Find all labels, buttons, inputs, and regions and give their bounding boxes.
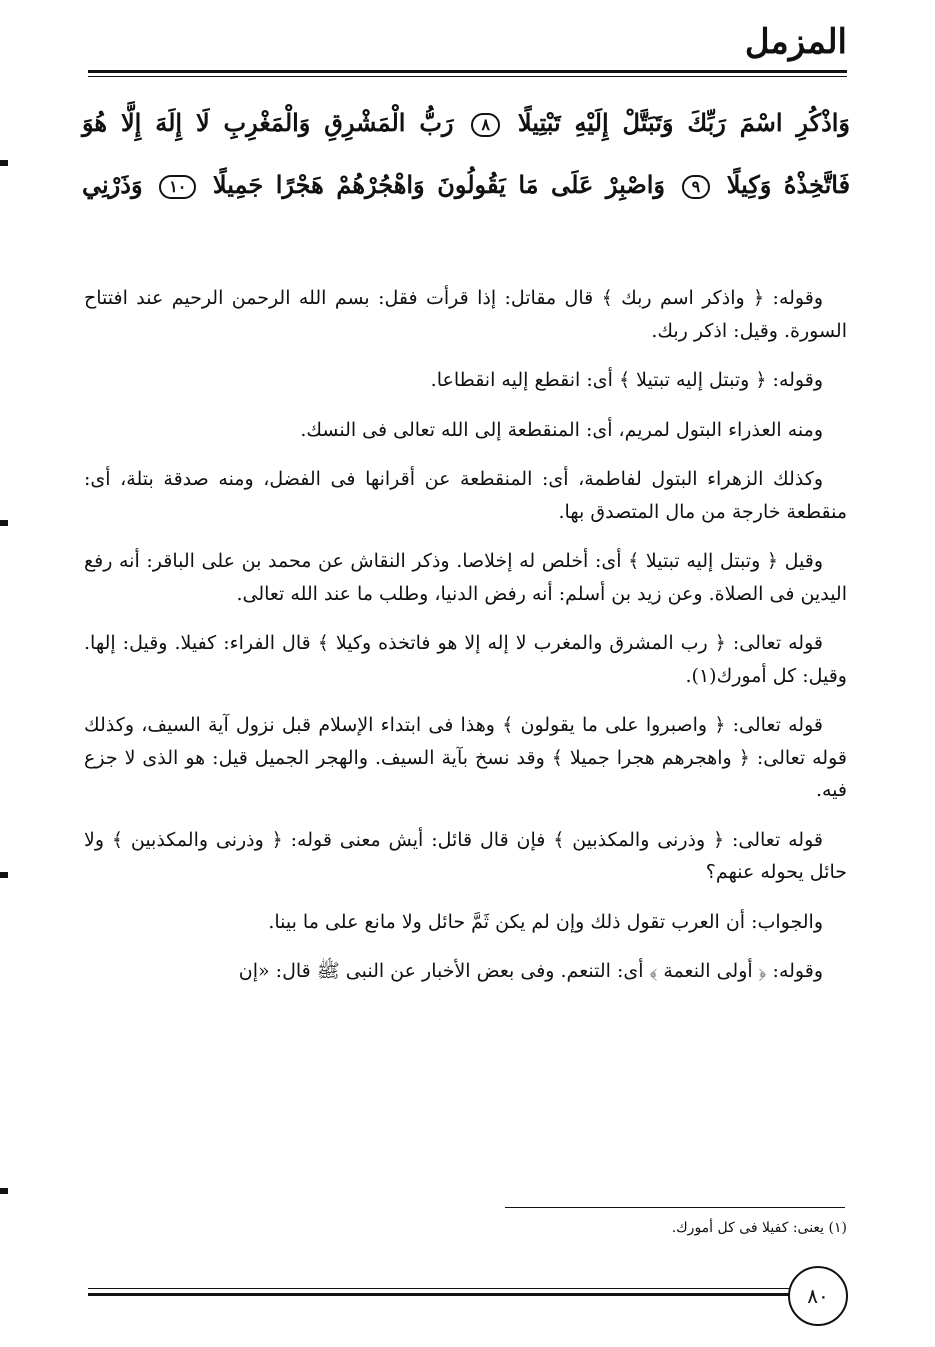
footnote: (١) يعنى: كفيلا فى كل أمورك.: [671, 1220, 847, 1236]
commentary-paragraph: وقوله: ﴿ وتبتل إليه تبتيلا ﴾ أى: انقطع إليه انقطاعا.: [430, 369, 823, 391]
commentary-paragraph: وقوله: ﴿ واذكر اسم ربك ﴾ قال مقاتل: إذا قرأت فقل: بسم الله الرحمن الرحيم عند افتتاح السورة. وقيل: اذكر ربك.: [84, 287, 847, 342]
header-rule-thin: [88, 76, 847, 77]
margin-mark: [0, 1188, 8, 1194]
margin-mark: [0, 160, 8, 166]
commentary-paragraph: ومنه العذراء البتول لمريم، أى: المنقطعة إلى الله تعالى فى النسك.: [300, 418, 823, 441]
commentary-paragraph: وقيل ﴿ وتبتل إليه تبتيلا ﴾ أى: أخلص له إخلاصا. وذكر النقاش عن محمد بن على الباقر: أنه رفع اليدين فى الصلاة. وعن زيد بن أسلم: أنه رفض الدنيا، وطلب ما عند الله تعالى.: [84, 550, 847, 605]
quran-verses: [82, 92, 850, 216]
margin-mark: [0, 872, 8, 878]
verse-text: وَذَرْنِي: [82, 170, 143, 199]
verse-text: وَاذْكُرِ اسْمَ رَبِّكَ وَتَبَتَّلْ إِلَيْهِ تَبْتِيلًا: [517, 108, 851, 137]
verse-text: فَاتَّخِذْهُ وَكِيلًا: [726, 170, 851, 199]
commentary-body: [84, 282, 847, 1005]
commentary-paragraph: قوله تعالى: ﴿ وذرنى والمكذبين ﴾ فإن قال قائل: أيش معنى قوله: ﴿ وذرنى والمكذبين ﴾ ولا حائل يحوله عنهم؟: [84, 828, 847, 883]
verse-text: وَاصْبِرْ عَلَى مَا يَقُولُونَ وَاهْجُرْهُمْ هَجْرًا جَمِيلًا: [212, 170, 666, 199]
page-header-title: المزمل: [744, 22, 847, 62]
commentary-paragraph: وكذلك الزهراء البتول لفاطمة، أى: المنقطعة عن أقرانها فى الفضل، ومنه صدقة بتلة، أى: منقطعة خارجة من مال المتصدق بها.: [84, 468, 847, 523]
footnote-rule: [505, 1207, 845, 1208]
footer-rule-thick: [88, 1293, 847, 1296]
commentary-paragraph: قوله تعالى: ﴿ رب المشرق والمغرب لا إله إلا هو فاتخذه وكيلا ﴾ قال الفراء: كفيلا. وقيل: إلها. وقيل: كل أمورك(١).: [84, 632, 847, 687]
commentary-paragraph: قوله تعالى: ﴿ واصبروا على ما يقولون ﴾ وهذا فى ابتداء الإسلام قبل نزول آية السيف، وكذلك قوله تعالى: ﴿ واهجرهم هجرا جميلا ﴾ وقد نسخ بآية السيف. والهجر الجميل قيل: هو الذى لا جزع فيه.: [84, 714, 847, 801]
commentary-paragraph: وقوله: ﴿ أولى النعمة ﴾ أى: التنعم. وفى بعض الأخبار عن النبى ﷺ قال: «إن: [238, 960, 823, 982]
ayah-marker: ٩: [682, 175, 711, 199]
verse-line-1: [82, 92, 850, 154]
header-rule-thick: [88, 70, 847, 73]
verse-text: رَبُّ الْمَشْرِقِ وَالْمَغْرِبِ لَا إِلَهَ إِلَّا هُوَ: [82, 108, 454, 137]
commentary-paragraph: والجواب: أن العرب تقول ذلك وإن لم يكن ثَمَّ حائل ولا مانع على ما بينا.: [268, 910, 823, 933]
page-number: ٨٠: [788, 1266, 848, 1326]
footer-rule-thin: [88, 1288, 847, 1289]
margin-mark: [0, 520, 8, 526]
ayah-marker: ١٠: [159, 175, 196, 199]
verse-line-2: [82, 154, 850, 216]
ayah-marker: ٨: [471, 113, 500, 137]
